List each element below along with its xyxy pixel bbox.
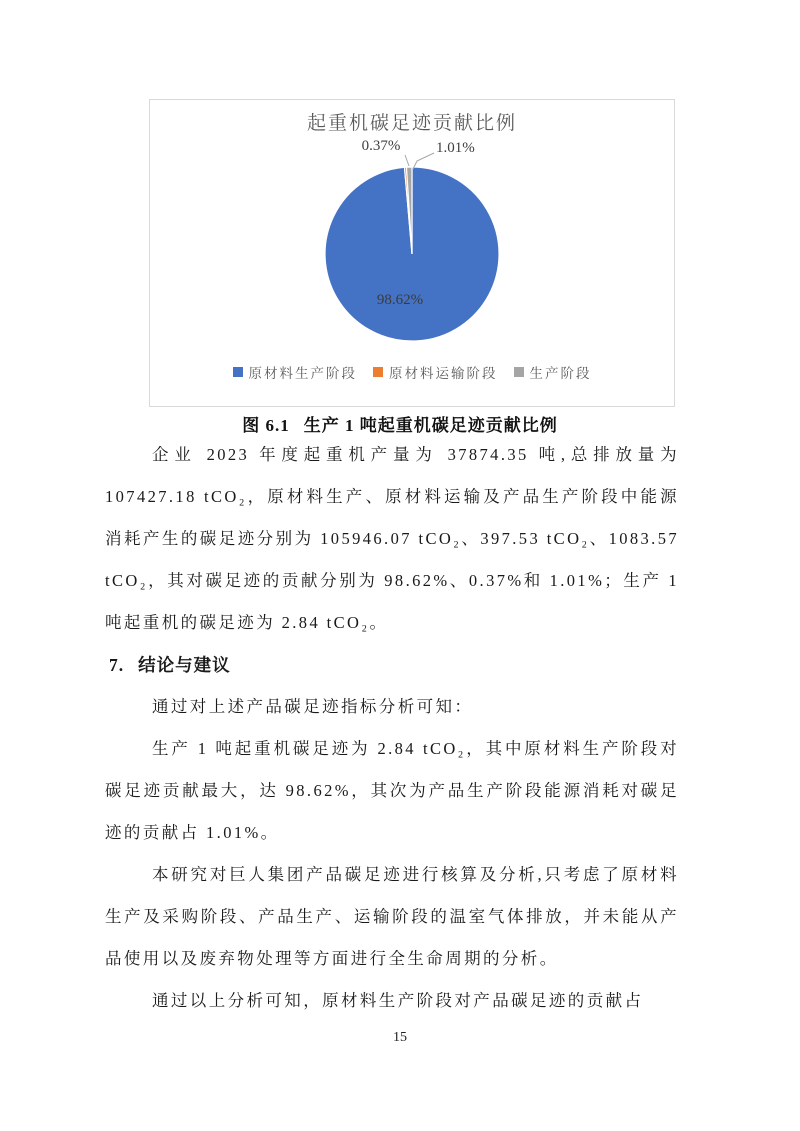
- legend-item-1: [373, 362, 498, 382]
- legend-item-0: [233, 362, 358, 382]
- legend-swatch-icon: [233, 367, 243, 377]
- chart-title: 起重机碳足迹贡献比例: [306, 113, 517, 134]
- legend-label: 原材料生产阶段: [248, 366, 357, 381]
- callout-leader-line-left: [405, 155, 409, 166]
- paragraph-analysis-intro: 通过对上述产品碳足迹指标分析可知：: [152, 697, 474, 716]
- figure-caption: [0, 411, 800, 436]
- pie-slice-label-raw-material: 98.62%: [376, 292, 424, 308]
- paragraph-emissions-summary: 企业 2023 年度起重机产量为 37874.35 吨,总排放量为 107427.18 tCO₂，原材料生产、原材料运输及产品生产阶段中能源消耗产生的碳足迹分别为 105946.07 tCO₂、397.53 tCO₂、1083.57 tCO₂，其对碳足迹的贡献分别为 98.62%、0.37%和 1.01%；生产 1 吨起重机的碳足迹为 2.84 tCO₂。: [105, 445, 679, 632]
- section-number: 7.: [109, 655, 125, 675]
- legend-label: 原材料运输阶段: [389, 366, 498, 381]
- paragraph-footprint-conclusion: 生产 1 吨起重机碳足迹为 2.84 tCO₂，其中原材料生产阶段对碳足迹贡献最大，达 98.62%，其次为产品生产阶段能源消耗对碳足迹的贡献占 1.01%。: [105, 739, 679, 842]
- legend-label: 生产阶段: [529, 366, 592, 381]
- figure-caption-label: 图 6.1: [242, 416, 290, 435]
- pie-callout-production: 1.01%: [436, 140, 475, 156]
- legend-swatch-icon: [514, 367, 524, 377]
- section-heading: [109, 644, 679, 686]
- figure-caption-text: 生产 1 吨起重机碳足迹贡献比例: [303, 416, 558, 435]
- pie-chart: [150, 100, 674, 406]
- pie-callout-transport: 0.37%: [361, 138, 401, 154]
- pie-chart-frame: [149, 99, 675, 407]
- page-number: 15: [393, 1030, 407, 1045]
- section-title: 结论与建议: [138, 655, 231, 675]
- paragraph-final-analysis: 通过以上分析可知，原材料生产阶段对产品碳足迹的贡献占: [152, 991, 644, 1010]
- legend-item-2: [514, 362, 592, 382]
- chart-legend: [150, 362, 674, 382]
- body-content: [105, 434, 679, 1022]
- legend-swatch-icon: [373, 367, 383, 377]
- paragraph-study-scope: 本研究对巨人集团产品碳足迹进行核算及分析,只考虑了原材料生产及采购阶段、产品生产、运输阶段的温室气体排放，并未能从产品使用以及废弃物处理等方面进行全生命周期的分析。: [105, 865, 679, 968]
